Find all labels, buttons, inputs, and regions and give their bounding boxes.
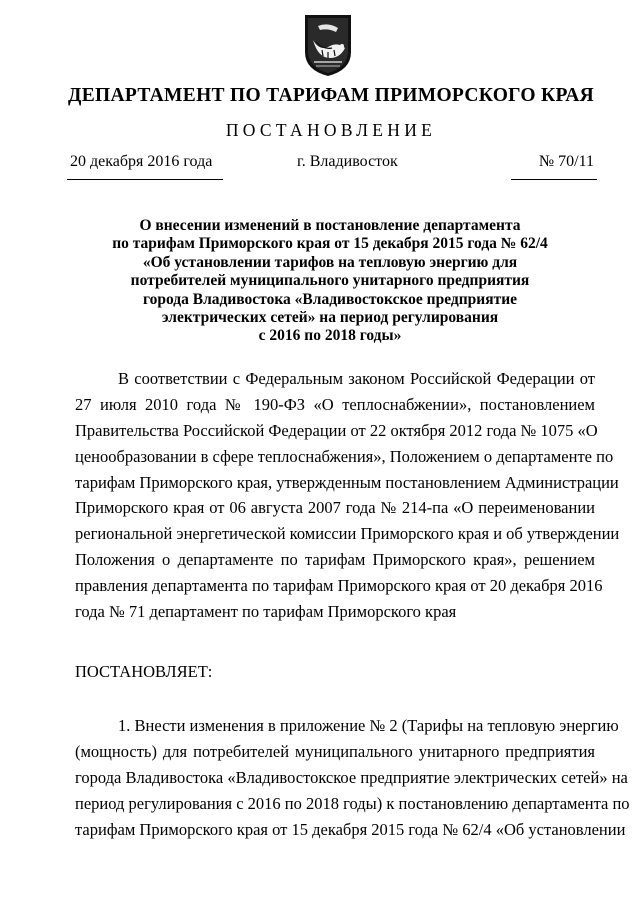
- paragraph-line: (мощность) для потребителей муниципального унитарного предприятия: [75, 741, 595, 761]
- document-heading: [60, 217, 600, 346]
- paragraph-line: В соответствии с Федеральным законом Российской Федерации от: [118, 369, 595, 388]
- paragraph-line: региональной энергетической комиссии Приморского края и об утверждении: [75, 524, 620, 544]
- paragraph-line: Правительства Российской Федерации от 22 октября 2012 года № 1075 «О: [75, 420, 598, 440]
- paragraph-line: Положения о департаменте по тарифам Приморского края», решением: [75, 550, 595, 570]
- heading-line: города Владивостока «Владивостокское предприятие: [142, 290, 518, 308]
- paragraph-line: года № 71 департамент по тарифам Приморского края: [75, 602, 457, 622]
- document-type: ПОСТАНОВЛЕНИЕ: [225, 120, 437, 140]
- heading-line: «Об установлении тарифов на тепловую энергию для: [142, 253, 518, 271]
- preamble-paragraph: [75, 366, 620, 625]
- heading-line: О внесении изменений в постановление департамента: [139, 217, 521, 234]
- paragraph-line: ценообразовании в сфере теплоснабжения», Положением о департаменте по: [75, 446, 614, 466]
- coat-of-arms-emblem: [302, 12, 354, 78]
- paragraph-line: 27 июля 2010 года № 190-ФЗ «О теплоснабжении», постановлением: [75, 394, 595, 414]
- heading-line: по тарифам Приморского края от 15 декабря 2015 года № 62/4: [112, 235, 548, 253]
- heading-line: с 2016 по 2018 годы»: [258, 327, 402, 345]
- document-city: г. Владивосток: [297, 153, 398, 170]
- heading-line: потребителей муниципального унитарного предприятия: [130, 272, 530, 290]
- document-date: 20 декабря 2016 года: [70, 153, 220, 171]
- paragraph-line: города Владивостока «Владивостокское предприятие электрических сетей» на: [75, 767, 628, 787]
- paragraph-line: Приморского края от 06 августа 2007 года № 214-па «О переименовании: [75, 498, 595, 518]
- paragraph-line: тарифам Приморского края, утвержденным постановлением Администрации: [75, 472, 619, 492]
- paragraph-line: тарифам Приморского края от 15 декабря 2015 года № 62/4 «Об установлении: [75, 819, 626, 839]
- item-1-paragraph: [75, 713, 630, 842]
- heading-line: электрических сетей» на период регулирования: [161, 309, 499, 327]
- paragraph-line: 1. Внести изменения в приложение № 2 (Тарифы на тепловую энергию: [118, 716, 619, 735]
- resolves-heading: ПОСТАНОВЛЯЕТ:: [75, 662, 213, 681]
- paragraph-line: правления департамента по тарифам Приморского края от 20 декабря 2016: [75, 576, 603, 596]
- document-number: № 70/11: [514, 153, 594, 171]
- paragraph-line: период регулирования с 2016 по 2018 годы) к постановлению департамента по: [75, 793, 630, 813]
- department-title: ДЕПАРТАМЕНТ ПО ТАРИФАМ ПРИМОРСКОГО КРАЯ: [68, 85, 594, 106]
